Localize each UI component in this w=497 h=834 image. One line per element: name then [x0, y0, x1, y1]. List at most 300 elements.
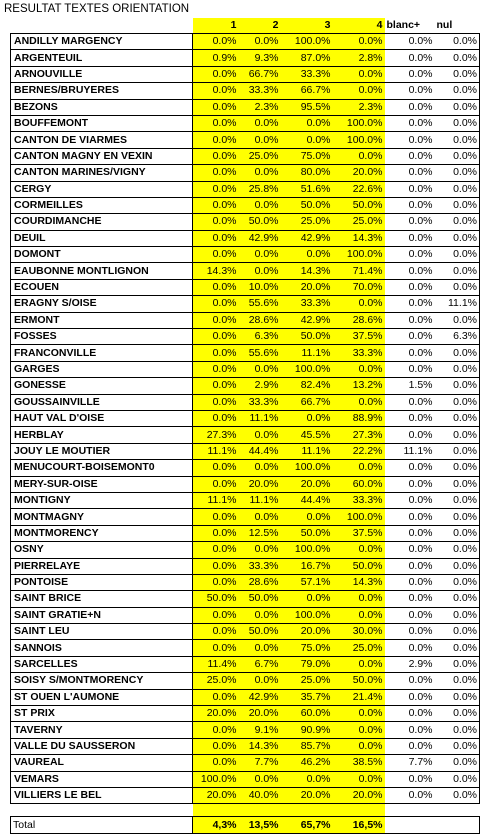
value-cell: 20.0% [281, 624, 333, 640]
total-label: Total [11, 817, 193, 834]
table-row [11, 656, 480, 672]
value-cell: 0.0% [281, 591, 333, 607]
table-row [11, 394, 480, 410]
value-cell: 0.0% [435, 509, 480, 525]
value-cell: 0.0% [193, 361, 239, 377]
value-cell: 20.0% [239, 476, 281, 492]
value-cell: 55.6% [239, 345, 281, 361]
value-cell: 50.0% [281, 525, 333, 541]
table-row [11, 410, 480, 426]
commune-name: ECOUEN [11, 279, 193, 295]
table-body [11, 34, 480, 804]
value-cell: 33.3% [333, 492, 385, 508]
value-cell: 0.0% [435, 673, 480, 689]
total-cell-3: 65,7% [281, 817, 333, 834]
value-cell: 100.0% [281, 607, 333, 623]
value-cell: 50.0% [333, 558, 385, 574]
value-cell: 0.0% [193, 689, 239, 705]
value-cell: 0.0% [239, 673, 281, 689]
value-cell: 100.0% [333, 509, 385, 525]
value-cell: 0.0% [193, 132, 239, 148]
total-cell-1: 4,3% [193, 817, 239, 834]
value-cell: 0.0% [385, 66, 435, 82]
table-row [11, 50, 480, 66]
value-cell: 20.0% [281, 787, 333, 803]
value-cell: 0.0% [239, 132, 281, 148]
value-cell: 0.0% [281, 132, 333, 148]
value-cell: 0.0% [333, 34, 385, 50]
commune-name: ST PRIX [11, 706, 193, 722]
commune-name: HAUT VAL D'OISE [11, 410, 193, 426]
total-row [11, 817, 480, 834]
value-cell: 0.0% [193, 378, 239, 394]
value-cell: 0.0% [435, 558, 480, 574]
value-cell: 0.0% [193, 181, 239, 197]
commune-name: MERY-SUR-OISE [11, 476, 193, 492]
table-row [11, 443, 480, 459]
value-cell: 0.0% [385, 542, 435, 558]
commune-name: CORMEILLES [11, 197, 193, 213]
value-cell: 33.3% [281, 66, 333, 82]
value-cell: 11.1% [193, 492, 239, 508]
table-row [11, 706, 480, 722]
value-cell: 6.7% [239, 656, 281, 672]
value-cell: 0.0% [385, 345, 435, 361]
table-row [11, 83, 480, 99]
value-cell: 82.4% [281, 378, 333, 394]
table-row [11, 624, 480, 640]
commune-name: VILLIERS LE BEL [11, 787, 193, 803]
value-cell: 20.0% [333, 165, 385, 181]
value-cell: 100.0% [333, 115, 385, 131]
table-row [11, 460, 480, 476]
value-cell: 0.0% [385, 394, 435, 410]
value-cell: 0.0% [281, 771, 333, 787]
commune-name: GONESSE [11, 378, 193, 394]
value-cell: 71.4% [333, 263, 385, 279]
value-cell: 0.0% [385, 214, 435, 230]
value-cell: 0.0% [193, 165, 239, 181]
commune-name: VALLE DU SAUSSERON [11, 738, 193, 754]
value-cell: 0.0% [385, 706, 435, 722]
value-cell: 0.0% [193, 460, 239, 476]
value-cell: 38.5% [333, 755, 385, 771]
value-cell: 0.0% [385, 673, 435, 689]
header-cell-2: 2 [239, 18, 281, 34]
table-row [11, 230, 480, 246]
value-cell: 0.0% [435, 443, 480, 459]
value-cell: 0.0% [385, 624, 435, 640]
value-cell: 50.0% [239, 214, 281, 230]
value-cell: 25.0% [239, 148, 281, 164]
value-cell: 35.7% [281, 689, 333, 705]
spacer-cell [281, 804, 333, 817]
commune-name: OSNY [11, 542, 193, 558]
value-cell: 20.0% [281, 279, 333, 295]
table-row [11, 247, 480, 263]
value-cell: 0.0% [281, 410, 333, 426]
spacer-row [11, 804, 480, 817]
table-row [11, 34, 480, 50]
table-row [11, 115, 480, 131]
table-row [11, 345, 480, 361]
commune-name: BERNES/BRUYERES [11, 83, 193, 99]
header-row [11, 18, 480, 34]
commune-name: VEMARS [11, 771, 193, 787]
value-cell: 0.0% [385, 230, 435, 246]
commune-name: EAUBONNE MONTLIGNON [11, 263, 193, 279]
value-cell: 25.0% [333, 214, 385, 230]
table-row [11, 263, 480, 279]
commune-name: ANDILLY MARGENCY [11, 34, 193, 50]
value-cell: 75.0% [281, 640, 333, 656]
value-cell: 0.0% [193, 312, 239, 328]
value-cell: 0.0% [239, 460, 281, 476]
value-cell: 57.1% [281, 574, 333, 590]
value-cell: 0.0% [385, 247, 435, 263]
value-cell: 0.0% [193, 476, 239, 492]
value-cell: 46.2% [281, 755, 333, 771]
value-cell: 0.0% [435, 656, 480, 672]
commune-name: PIERRELAYE [11, 558, 193, 574]
value-cell: 0.0% [435, 574, 480, 590]
value-cell: 0.0% [193, 345, 239, 361]
spacer-cell [385, 804, 435, 817]
value-cell: 0.0% [239, 197, 281, 213]
value-cell: 0.0% [435, 345, 480, 361]
header-cell-nul: nul [435, 18, 480, 34]
table-row [11, 279, 480, 295]
value-cell: 42.9% [281, 230, 333, 246]
value-cell: 0.0% [239, 361, 281, 377]
value-cell: 0.0% [435, 476, 480, 492]
value-cell: 100.0% [193, 771, 239, 787]
value-cell: 100.0% [333, 132, 385, 148]
value-cell: 14.3% [193, 263, 239, 279]
value-cell: 50.0% [333, 673, 385, 689]
value-cell: 21.4% [333, 689, 385, 705]
value-cell: 0.0% [193, 394, 239, 410]
value-cell: 66.7% [281, 83, 333, 99]
value-cell: 33.3% [239, 558, 281, 574]
value-cell: 0.0% [435, 115, 480, 131]
total-cell-nul [435, 817, 480, 834]
value-cell: 0.0% [435, 492, 480, 508]
value-cell: 0.0% [435, 83, 480, 99]
value-cell: 27.3% [193, 427, 239, 443]
value-cell: 0.0% [385, 607, 435, 623]
value-cell: 22.6% [333, 181, 385, 197]
table-row [11, 165, 480, 181]
value-cell: 11.1% [239, 410, 281, 426]
value-cell: 14.3% [333, 230, 385, 246]
value-cell: 37.5% [333, 525, 385, 541]
value-cell: 0.0% [385, 558, 435, 574]
table-row [11, 542, 480, 558]
value-cell: 0.0% [385, 99, 435, 115]
value-cell: 0.0% [435, 361, 480, 377]
value-cell: 0.0% [385, 689, 435, 705]
commune-name: BOUFFEMONT [11, 115, 193, 131]
value-cell: 0.0% [435, 197, 480, 213]
value-cell: 44.4% [281, 492, 333, 508]
commune-name: COURDIMANCHE [11, 214, 193, 230]
value-cell: 0.0% [385, 181, 435, 197]
value-cell: 0.0% [385, 509, 435, 525]
value-cell: 0.0% [385, 787, 435, 803]
table-row [11, 558, 480, 574]
value-cell: 0.0% [435, 542, 480, 558]
value-cell: 0.0% [435, 214, 480, 230]
value-cell: 0.0% [385, 34, 435, 50]
value-cell: 16.7% [281, 558, 333, 574]
value-cell: 0.0% [193, 247, 239, 263]
value-cell: 0.0% [435, 640, 480, 656]
commune-name: MONTMORENCY [11, 525, 193, 541]
value-cell: 0.0% [435, 771, 480, 787]
value-cell: 0.0% [193, 148, 239, 164]
value-cell: 0.0% [435, 624, 480, 640]
value-cell: 0.0% [333, 296, 385, 312]
value-cell: 0.0% [385, 525, 435, 541]
value-cell: 0.0% [193, 197, 239, 213]
value-cell: 0.0% [435, 165, 480, 181]
table-row [11, 525, 480, 541]
header-cell-name [11, 18, 193, 34]
value-cell: 70.0% [333, 279, 385, 295]
value-cell: 0.0% [333, 542, 385, 558]
value-cell: 0.0% [385, 148, 435, 164]
value-cell: 0.0% [435, 263, 480, 279]
value-cell: 0.0% [385, 574, 435, 590]
value-cell: 0.0% [435, 427, 480, 443]
table-row [11, 296, 480, 312]
value-cell: 0.0% [385, 722, 435, 738]
value-cell: 25.0% [193, 673, 239, 689]
commune-name: GARGES [11, 361, 193, 377]
value-cell: 0.0% [435, 738, 480, 754]
value-cell: 9.3% [239, 50, 281, 66]
value-cell: 0.0% [193, 624, 239, 640]
table-row [11, 640, 480, 656]
value-cell: 0.0% [435, 394, 480, 410]
commune-name: PONTOISE [11, 574, 193, 590]
value-cell: 0.0% [281, 247, 333, 263]
value-cell: 20.0% [333, 787, 385, 803]
commune-name: ERAGNY S/OISE [11, 296, 193, 312]
value-cell: 44.4% [239, 443, 281, 459]
commune-name: ARGENTEUIL [11, 50, 193, 66]
value-cell: 0.0% [385, 591, 435, 607]
table-row [11, 378, 480, 394]
value-cell: 0.0% [435, 689, 480, 705]
value-cell: 25.0% [333, 640, 385, 656]
value-cell: 87.0% [281, 50, 333, 66]
value-cell: 0.0% [385, 640, 435, 656]
value-cell: 2.3% [333, 99, 385, 115]
commune-name: SANNOIS [11, 640, 193, 656]
commune-name: SOISY S/MONTMORENCY [11, 673, 193, 689]
table-row [11, 591, 480, 607]
commune-name: CERGY [11, 181, 193, 197]
value-cell: 0.0% [239, 115, 281, 131]
value-cell: 0.0% [193, 214, 239, 230]
value-cell: 0.0% [239, 640, 281, 656]
table-row [11, 148, 480, 164]
value-cell: 7.7% [239, 755, 281, 771]
value-cell: 0.0% [193, 279, 239, 295]
commune-name: HERBLAY [11, 427, 193, 443]
value-cell: 50.0% [333, 197, 385, 213]
commune-name: FOSSES [11, 329, 193, 345]
value-cell: 6.3% [435, 329, 480, 345]
commune-name: DEUIL [11, 230, 193, 246]
value-cell: 33.3% [239, 394, 281, 410]
value-cell: 60.0% [333, 476, 385, 492]
value-cell: 50.0% [239, 624, 281, 640]
commune-name: SAINT BRICE [11, 591, 193, 607]
value-cell: 0.0% [239, 427, 281, 443]
commune-name: BEZONS [11, 99, 193, 115]
table-row [11, 771, 480, 787]
value-cell: 0.0% [239, 607, 281, 623]
spacer-cell [193, 804, 239, 817]
value-cell: 25.0% [281, 673, 333, 689]
total-cell-4: 16,5% [333, 817, 385, 834]
value-cell: 33.3% [281, 296, 333, 312]
table-row [11, 361, 480, 377]
value-cell: 14.3% [239, 738, 281, 754]
value-cell: 0.0% [435, 755, 480, 771]
value-cell: 0.0% [385, 263, 435, 279]
value-cell: 0.0% [193, 34, 239, 50]
value-cell: 0.0% [239, 263, 281, 279]
value-cell: 0.0% [333, 591, 385, 607]
value-cell: 0.0% [193, 66, 239, 82]
value-cell: 60.0% [281, 706, 333, 722]
header-cell-3: 3 [281, 18, 333, 34]
results-table [10, 18, 480, 834]
value-cell: 20.0% [239, 706, 281, 722]
value-cell: 0.0% [385, 361, 435, 377]
value-cell: 0.0% [435, 722, 480, 738]
value-cell: 0.0% [333, 148, 385, 164]
value-cell: 0.0% [385, 771, 435, 787]
value-cell: 0.0% [193, 542, 239, 558]
value-cell: 85.7% [281, 738, 333, 754]
table-row [11, 312, 480, 328]
value-cell: 33.3% [239, 83, 281, 99]
table-row [11, 329, 480, 345]
value-cell: 0.0% [435, 50, 480, 66]
value-cell: 0.0% [385, 427, 435, 443]
table-row [11, 476, 480, 492]
value-cell: 0.0% [193, 115, 239, 131]
value-cell: 11.1% [193, 443, 239, 459]
value-cell: 0.0% [333, 771, 385, 787]
commune-name: CANTON MAGNY EN VEXIN [11, 148, 193, 164]
value-cell: 0.0% [239, 771, 281, 787]
value-cell: 25.8% [239, 181, 281, 197]
value-cell: 13.2% [333, 378, 385, 394]
value-cell: 0.0% [385, 329, 435, 345]
value-cell: 88.9% [333, 410, 385, 426]
value-cell: 0.0% [281, 115, 333, 131]
value-cell: 0.0% [239, 509, 281, 525]
value-cell: 14.3% [333, 574, 385, 590]
value-cell: 79.0% [281, 656, 333, 672]
value-cell: 33.3% [333, 345, 385, 361]
value-cell: 66.7% [239, 66, 281, 82]
commune-name: MONTIGNY [11, 492, 193, 508]
table-row [11, 509, 480, 525]
spacer-cell [239, 804, 281, 817]
value-cell: 2.9% [239, 378, 281, 394]
value-cell: 95.5% [281, 99, 333, 115]
value-cell: 0.0% [385, 492, 435, 508]
value-cell: 0.0% [281, 509, 333, 525]
value-cell: 0.0% [193, 83, 239, 99]
value-cell: 0.0% [435, 525, 480, 541]
spacer-cell [435, 804, 480, 817]
value-cell: 0.0% [193, 509, 239, 525]
value-cell: 0.0% [385, 115, 435, 131]
value-cell: 80.0% [281, 165, 333, 181]
value-cell: 0.0% [435, 607, 480, 623]
value-cell: 0.0% [333, 738, 385, 754]
table-row [11, 99, 480, 115]
table-row [11, 787, 480, 803]
value-cell: 11.1% [239, 492, 281, 508]
value-cell: 0.0% [333, 83, 385, 99]
value-cell: 0.0% [435, 230, 480, 246]
value-cell: 0.0% [193, 607, 239, 623]
value-cell: 0.0% [333, 722, 385, 738]
spacer-cell [333, 804, 385, 817]
value-cell: 27.3% [333, 427, 385, 443]
spacer-cell [11, 804, 193, 817]
value-cell: 0.0% [435, 34, 480, 50]
value-cell: 0.0% [435, 706, 480, 722]
value-cell: 50.0% [239, 591, 281, 607]
value-cell: 0.0% [385, 460, 435, 476]
value-cell: 0.9% [193, 50, 239, 66]
value-cell: 0.0% [385, 165, 435, 181]
value-cell: 28.6% [239, 574, 281, 590]
value-cell: 28.6% [239, 312, 281, 328]
value-cell: 51.6% [281, 181, 333, 197]
value-cell: 0.0% [193, 410, 239, 426]
total-cell-2: 13,5% [239, 817, 281, 834]
value-cell: 1.5% [385, 378, 435, 394]
value-cell: 0.0% [239, 34, 281, 50]
value-cell: 0.0% [333, 394, 385, 410]
value-cell: 100.0% [281, 34, 333, 50]
commune-name: VAUREAL [11, 755, 193, 771]
value-cell: 0.0% [333, 66, 385, 82]
value-cell: 0.0% [385, 296, 435, 312]
value-cell: 0.0% [385, 83, 435, 99]
value-cell: 100.0% [281, 542, 333, 558]
commune-name: GOUSSAINVILLE [11, 394, 193, 410]
header-cell-blanc: blanc+ [385, 18, 435, 34]
commune-name: CANTON DE VIARMES [11, 132, 193, 148]
value-cell: 0.0% [385, 197, 435, 213]
table-row [11, 132, 480, 148]
value-cell: 0.0% [193, 574, 239, 590]
value-cell: 0.0% [193, 99, 239, 115]
value-cell: 11.1% [281, 345, 333, 361]
